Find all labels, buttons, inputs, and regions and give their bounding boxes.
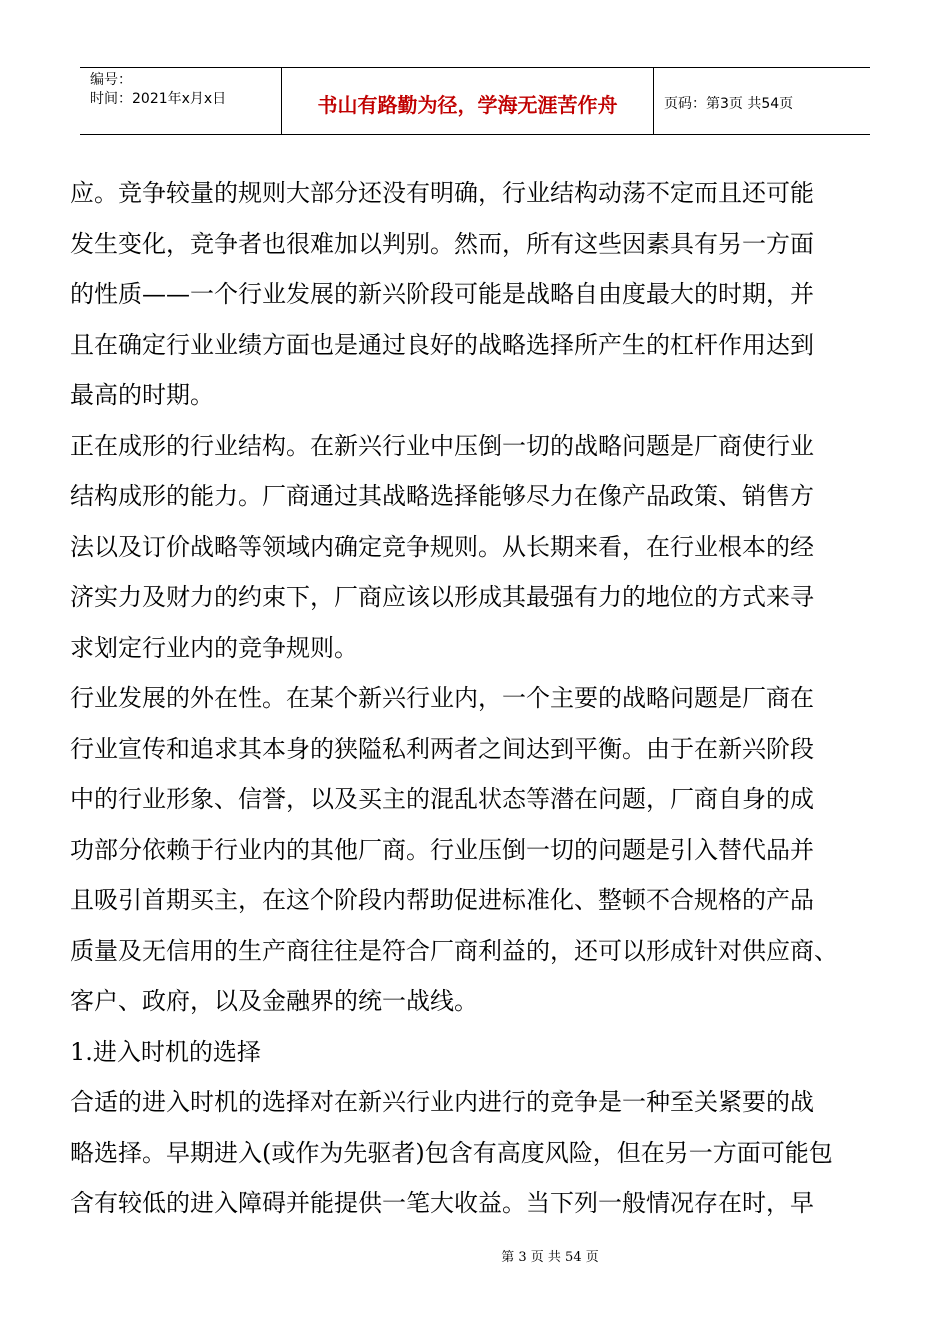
document-number: 编号： xyxy=(90,72,132,88)
body-line: 功部分依赖于行业内的其他厂商。行业压倒一切的问题是引入替代品并 xyxy=(70,835,814,864)
body-line: 行业宣传和追求其本身的狭隘私利两者之间达到平衡。由于在新兴阶段 xyxy=(70,734,814,763)
document-body xyxy=(70,168,890,1229)
header-meta-cell xyxy=(80,68,282,134)
document-date: 时间：2021年x月x日 xyxy=(90,91,227,107)
body-line: 求划定行业内的竞争规则。 xyxy=(70,633,358,662)
page-header xyxy=(80,67,870,135)
body-line: 质量及无信用的生产商往往是符合厂商利益的，还可以形成针对供应商、 xyxy=(70,936,838,965)
header-page-cell xyxy=(654,68,870,134)
body-line: 且在确定行业业绩方面也是通过良好的战略选择所产生的杠杆作用达到 xyxy=(70,330,814,359)
body-line: 应。竞争较量的规则大部分还没有明确，行业结构动荡不定而且还可能 xyxy=(70,179,814,207)
header-motto-cell xyxy=(282,68,654,134)
body-line: 合适的进入时机的选择对在新兴行业内进行的竞争是一种至关紧要的战 xyxy=(70,1088,814,1116)
body-line: 发生变化，竞争者也很难加以判别。然而，所有这些因素具有另一方面 xyxy=(70,229,814,258)
section-heading: 1.进入时机的选择 xyxy=(70,1037,261,1066)
body-line: 济实力及财力的约束下，厂商应该以形成其最强有力的地位的方式来寻 xyxy=(70,583,814,611)
body-line: 法以及订价战略等领域内确定竞争规则。从长期来看，在行业根本的经 xyxy=(70,532,814,561)
body-line: 且吸引首期买主，在这个阶段内帮助促进标准化、整顿不合规格的产品 xyxy=(70,886,814,914)
body-line: 正在成形的行业结构。在新兴行业中压倒一切的战略问题是厂商使行业 xyxy=(70,431,814,460)
body-line: 的性质——一个行业发展的新兴阶段可能是战略自由度最大的时期，并 xyxy=(70,280,814,308)
header-page-info: 页码：第3页 共54页 xyxy=(664,96,794,112)
page-footer xyxy=(0,1246,950,1265)
body-line: 结构成形的能力。厂商通过其战略选择能够尽力在像产品政策、销售方 xyxy=(70,482,814,510)
header-motto: 书山有路勤为径，学海无涯苦作舟 xyxy=(317,92,618,117)
footer-page-number: 第 3 页 共 54 页 xyxy=(501,1250,599,1265)
body-line: 中的行业形象、信誉，以及买主的混乱状态等潜在问题，厂商自身的成 xyxy=(70,785,814,813)
body-line: 含有较低的进入障碍并能提供一笔大收益。当下列一般情况存在时，早 xyxy=(70,1189,814,1217)
body-line: 客户、政府，以及金融界的统一战线。 xyxy=(70,987,478,1015)
body-line: 行业发展的外在性。在某个新兴行业内，一个主要的战略问题是厂商在 xyxy=(70,684,814,712)
body-line: 最高的时期。 xyxy=(70,381,214,409)
body-line: 略选择。早期进入(或作为先驱者)包含有高度风险，但在另一方面可能包 xyxy=(70,1138,833,1167)
